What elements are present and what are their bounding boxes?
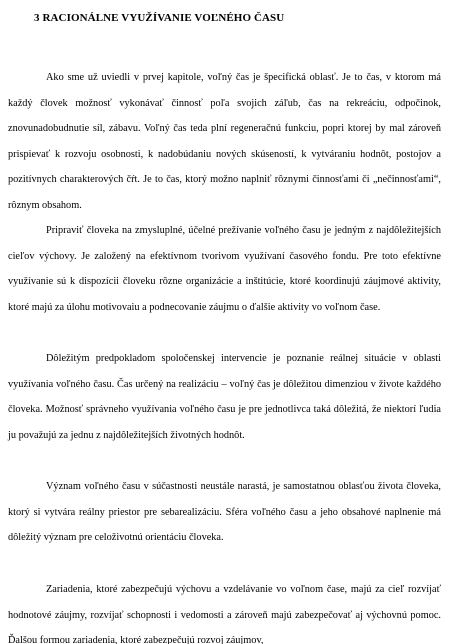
paragraph-intervention: Dôležitým predpokladom spoločenskej intervencie je poznanie reálnej situácie v oblasti využívania voľného času. Čas určený na realizáciu – voľný čas je dôležitou dimenziou v živote každého človeka. Možnosť správneho využívania voľného času je pre jednotlivca taká dôležitá, že niektorí ľudia ju považujú za jednu z najdôležitejších životných hodnôt. xyxy=(8,353,441,441)
paragraph-preparation: Pripraviť človeka na zmysluplné, účelné prežívanie voľného času je jedným z najdôležitejších cieľov výchovy. Je založený na efektívnom tvorivom využívaní časového fondu. Pre toto efektívne využívanie sú k dispozícii človeku rôzne organizácie a inštitúcie, ktoré koordinujú záujmové aktivity, ktoré majú za úlohu motivovaiu a podnecovanie záujmu o ďalšie aktivity vo voľnom čase. xyxy=(8,225,441,313)
paragraph-intro: Ako sme už uviedli v prvej kapitole, voľný čas je špecifická oblasť. Je to čas, v ktorom má každý človek možnosť vykonávať činnosť poľa svojich záľub, čas na rekreáciu, odpočinok, znovunadobudnutie síl, zábavu. Voľný čas teda plní regeneračnú funkciu, popri ktorej by mal zároveň prispievať k rozvoju osobnosti, k nadobúdaniu nových skúseností, k vytváraniu hodnôt, postojov a pozitívnych charakterových čŕt. Je to čas, ktorý možno naplniť rôznymi činnosťami či „nečinnosťami“, rôznym obsahom. xyxy=(8,72,441,211)
paragraph-importance: Význam voľného času v súčastnosti neustále narastá, je samostatnou oblasťou života človeka, ktorý si vytvára reálny priestor pre sebarealizáciu. Sféra voľného času a jeho obsahové naplnenie má dôležitý význam pre celoživotnú orientáciu človeka. xyxy=(8,481,441,543)
chapter-heading: 3 RACIONÁLNE VYUŽÍVANIE VOĽNÉHO ČASU xyxy=(34,12,285,24)
paragraph-facilities: Zariadenia, ktoré zabezpečujú výchovu a vzdelávanie vo voľnom čase, majú za cieľ rozvíjať hodnotové záujmy, rozvíjať schopnosti i vedomosti a zároveň majú zabezpečovať aj výchovnú pomoc. Ďalšou formou zariadenia, ktoré zabezpečujú rozvoj záujmov, xyxy=(8,584,441,644)
